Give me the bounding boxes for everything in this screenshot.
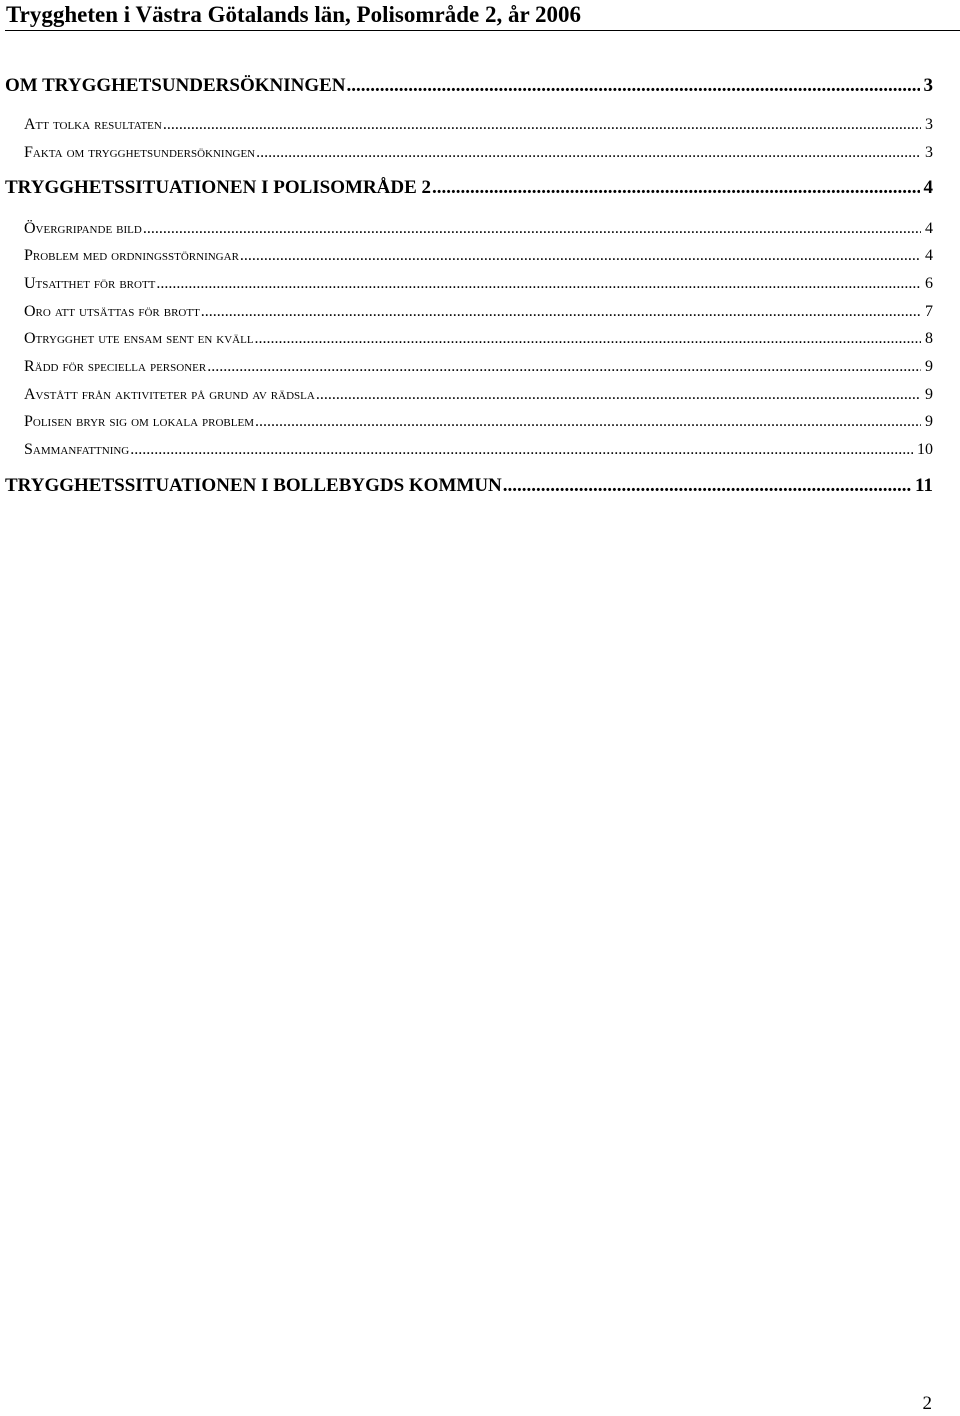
toc-entry-page: 3 xyxy=(925,116,933,133)
toc-dot-leader xyxy=(316,384,921,406)
toc-entry-label: Oro att utsättas för brott xyxy=(24,303,200,320)
toc-entry[interactable] xyxy=(24,273,933,295)
toc-entry-label: OM TRYGGHETSUNDERSÖKNINGEN xyxy=(5,75,346,96)
toc-entry[interactable] xyxy=(24,411,933,433)
toc-entry-label: Sammanfattning xyxy=(24,441,130,458)
toc-entry[interactable] xyxy=(24,218,933,240)
page-title: Tryggheten i Västra Götalands län, Polisområde 2, år 2006 xyxy=(6,2,581,27)
toc-dot-leader xyxy=(432,175,919,201)
toc-entry[interactable] xyxy=(5,73,933,99)
toc-entry[interactable] xyxy=(24,328,933,350)
toc-entry[interactable] xyxy=(24,356,933,378)
toc-dot-leader xyxy=(207,356,921,378)
toc-dot-leader xyxy=(163,114,921,136)
toc-dot-leader xyxy=(156,273,921,295)
toc-dot-leader xyxy=(347,73,920,99)
toc-entry[interactable] xyxy=(24,384,933,406)
toc-entry-page: 9 xyxy=(925,386,933,403)
toc-entry-label: Polisen bryr sig om lokala problem xyxy=(24,413,254,430)
toc-entry-page: 3 xyxy=(925,144,933,161)
toc-dot-leader xyxy=(255,411,921,433)
toc-dot-leader xyxy=(143,218,921,240)
table-of-contents xyxy=(0,0,960,520)
toc-entry-label: Att tolka resultaten xyxy=(24,116,162,133)
toc-entry-page: 4 xyxy=(925,247,933,264)
toc-entry-page: 9 xyxy=(925,358,933,375)
toc-entry-page: 6 xyxy=(925,275,933,292)
toc-entry-page: 8 xyxy=(925,330,933,347)
toc-dot-leader xyxy=(256,142,921,164)
toc-dot-leader xyxy=(503,473,911,499)
page-number: 2 xyxy=(922,1393,932,1414)
toc-entry-label: Avstått från aktiviteter på grund av rädsla xyxy=(24,386,315,403)
toc-dot-leader xyxy=(201,301,921,323)
toc-entry-page: 7 xyxy=(925,303,933,320)
toc-entry-label: Rädd för speciella personer xyxy=(24,358,207,375)
toc-entry-page: 4 xyxy=(925,220,933,237)
toc-dot-leader xyxy=(240,245,921,267)
toc-entry-page: 4 xyxy=(923,177,933,198)
toc-dot-leader xyxy=(255,328,921,350)
toc-entry[interactable] xyxy=(24,142,933,164)
toc-entry[interactable] xyxy=(5,473,933,499)
toc-entry-label: Utsatthet för brott xyxy=(24,275,156,292)
toc-entry-label: Fakta om trygghetsundersökningen xyxy=(24,144,256,161)
toc-entry-label: Problem med ordningsstörningar xyxy=(24,247,239,264)
toc-entry[interactable] xyxy=(24,301,933,323)
toc-entry-page: 10 xyxy=(917,441,933,458)
toc-entry-page: 3 xyxy=(923,75,933,96)
toc-entry[interactable] xyxy=(24,245,933,267)
toc-entry-label: TRYGGHETSSITUATIONEN I BOLLEBYGDS KOMMUN xyxy=(5,475,502,496)
toc-entry-label: TRYGGHETSSITUATIONEN I POLISOMRÅDE 2 xyxy=(5,177,432,198)
toc-entry-page: 11 xyxy=(915,475,933,496)
toc-dot-leader xyxy=(130,439,913,461)
toc-entry[interactable] xyxy=(24,114,933,136)
toc-entry-page: 9 xyxy=(925,413,933,430)
toc-entry-label: Otrygghet ute ensam sent en kväll xyxy=(24,330,254,347)
toc-entry[interactable] xyxy=(24,439,933,461)
toc-entry[interactable] xyxy=(5,175,933,201)
toc-entry-label: Övergripande bild xyxy=(24,220,142,237)
